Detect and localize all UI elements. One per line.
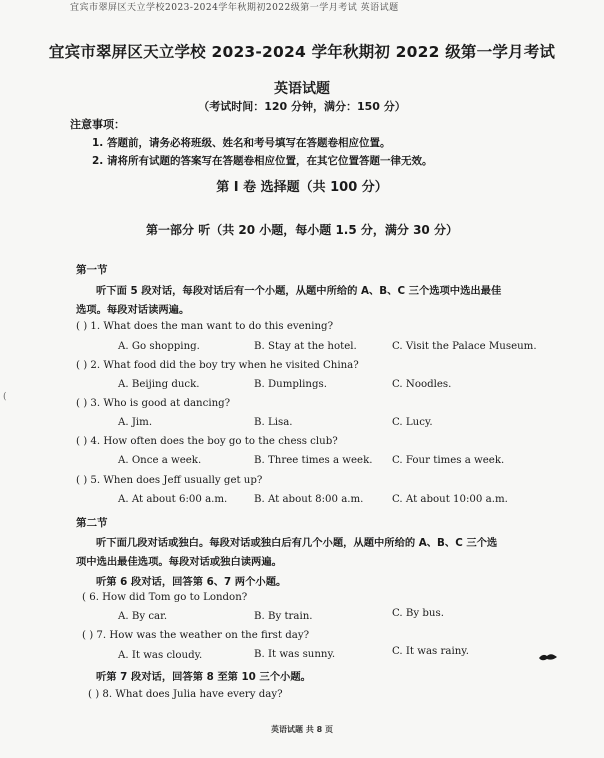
option-b: B. It was sunny.: [254, 649, 336, 660]
option-a: A. Jim.: [118, 417, 153, 428]
question-stem: ( 6. How did Tom go to London?: [82, 592, 248, 603]
option-a: A. At about 6:00 a.m.: [118, 494, 228, 505]
option-b: B. Dumplings.: [254, 379, 327, 390]
question-stem: ( ) 5. When does Jeff usually get up?: [76, 475, 263, 486]
option-c: C. At about 10:00 a.m.: [392, 494, 508, 505]
question-stem: ( ) 8. What does Julia have every day?: [88, 689, 283, 700]
listening-lead: 听第 6 段对话，回答第 6、7 两个小题。: [96, 576, 287, 588]
option-a: A. Beijing duck.: [118, 379, 200, 390]
section-title: 第 I 卷 选择题（共 100 分）: [216, 180, 388, 195]
instruction-line: 项中选出最佳选项。每段对话或独白读两遍。: [76, 556, 282, 568]
ink-blot-mark: [538, 652, 558, 662]
exam-title: 宜宾市翠屏区天立学校 2023-2024 学年秋期初 2022 级第一学月考试: [48, 43, 556, 61]
option-b: B. Stay at the hotel.: [254, 341, 357, 352]
option-c: C. Four times a week.: [392, 455, 505, 466]
notice-item: 1. 答题前，请务必将班级、姓名和考号填写在答题卷相应位置。: [92, 137, 391, 149]
running-header: 宜宾市翠屏区天立学校2023-2024学年秋期初2022级第一学月考试 英语试题: [70, 3, 399, 13]
option-c: C. By bus.: [392, 608, 444, 619]
option-a: A. Once a week.: [118, 455, 202, 466]
option-a: A. It was cloudy.: [118, 650, 203, 661]
exam-info: （考试时间：120 分钟，满分：150 分）: [198, 100, 406, 113]
edge-mark: (: [3, 392, 7, 402]
question-stem: ( ) 4. How often does the boy go to the chess club?: [76, 436, 338, 447]
exam-subtitle: 英语试题: [274, 81, 330, 97]
listening-lead: 听第 7 段对话，回答第 8 至第 10 三个小题。: [96, 671, 311, 683]
option-b: B. By train.: [254, 611, 313, 622]
instruction-line: 听下面 5 段对话，每段对话后有一个小题，从题中所给的 A、B、C 三个选项中选出最佳: [96, 285, 502, 297]
question-stem: ( ) 2. What food did the boy try when he visited China?: [76, 360, 359, 371]
notice-item: 2. 请将所有试题的答案写在答题卷相应位置，在其它位置答题一律无效。: [92, 155, 433, 167]
option-a: A. Go shopping.: [118, 341, 200, 352]
question-stem: ( ) 7. How was the weather on the first day?: [82, 630, 310, 641]
option-c: C. Visit the Palace Museum.: [392, 341, 537, 352]
option-b: B. Lisa.: [254, 417, 293, 428]
option-c: C. Noodles.: [392, 379, 452, 390]
instruction-line: 听下面几段对话或独白。每段对话或独白后有几个小题，从题中所给的 A、B、C 三个选: [96, 537, 498, 549]
option-c: C. It was rainy.: [392, 646, 469, 657]
instruction-line: 选项。每段对话读两遍。: [76, 304, 190, 316]
part-title: 第一部分 听（共 20 小题，每小题 1.5 分，满分 30 分）: [146, 223, 458, 237]
option-b: B. Three times a week.: [254, 455, 373, 466]
option-a: A. By car.: [118, 611, 168, 622]
subsection-heading: 第一节: [76, 264, 108, 276]
option-b: B. At about 8:00 a.m.: [254, 494, 364, 505]
question-stem: ( ) 1. What does the man want to do this evening?: [76, 321, 334, 332]
notice-heading: 注意事项：: [70, 118, 125, 131]
page-footer: 英语试题 共 8 页: [271, 725, 333, 734]
subsection-heading: 第二节: [76, 517, 108, 529]
question-stem: ( ) 3. Who is good at dancing?: [76, 398, 231, 409]
option-c: C. Lucy.: [392, 417, 433, 428]
